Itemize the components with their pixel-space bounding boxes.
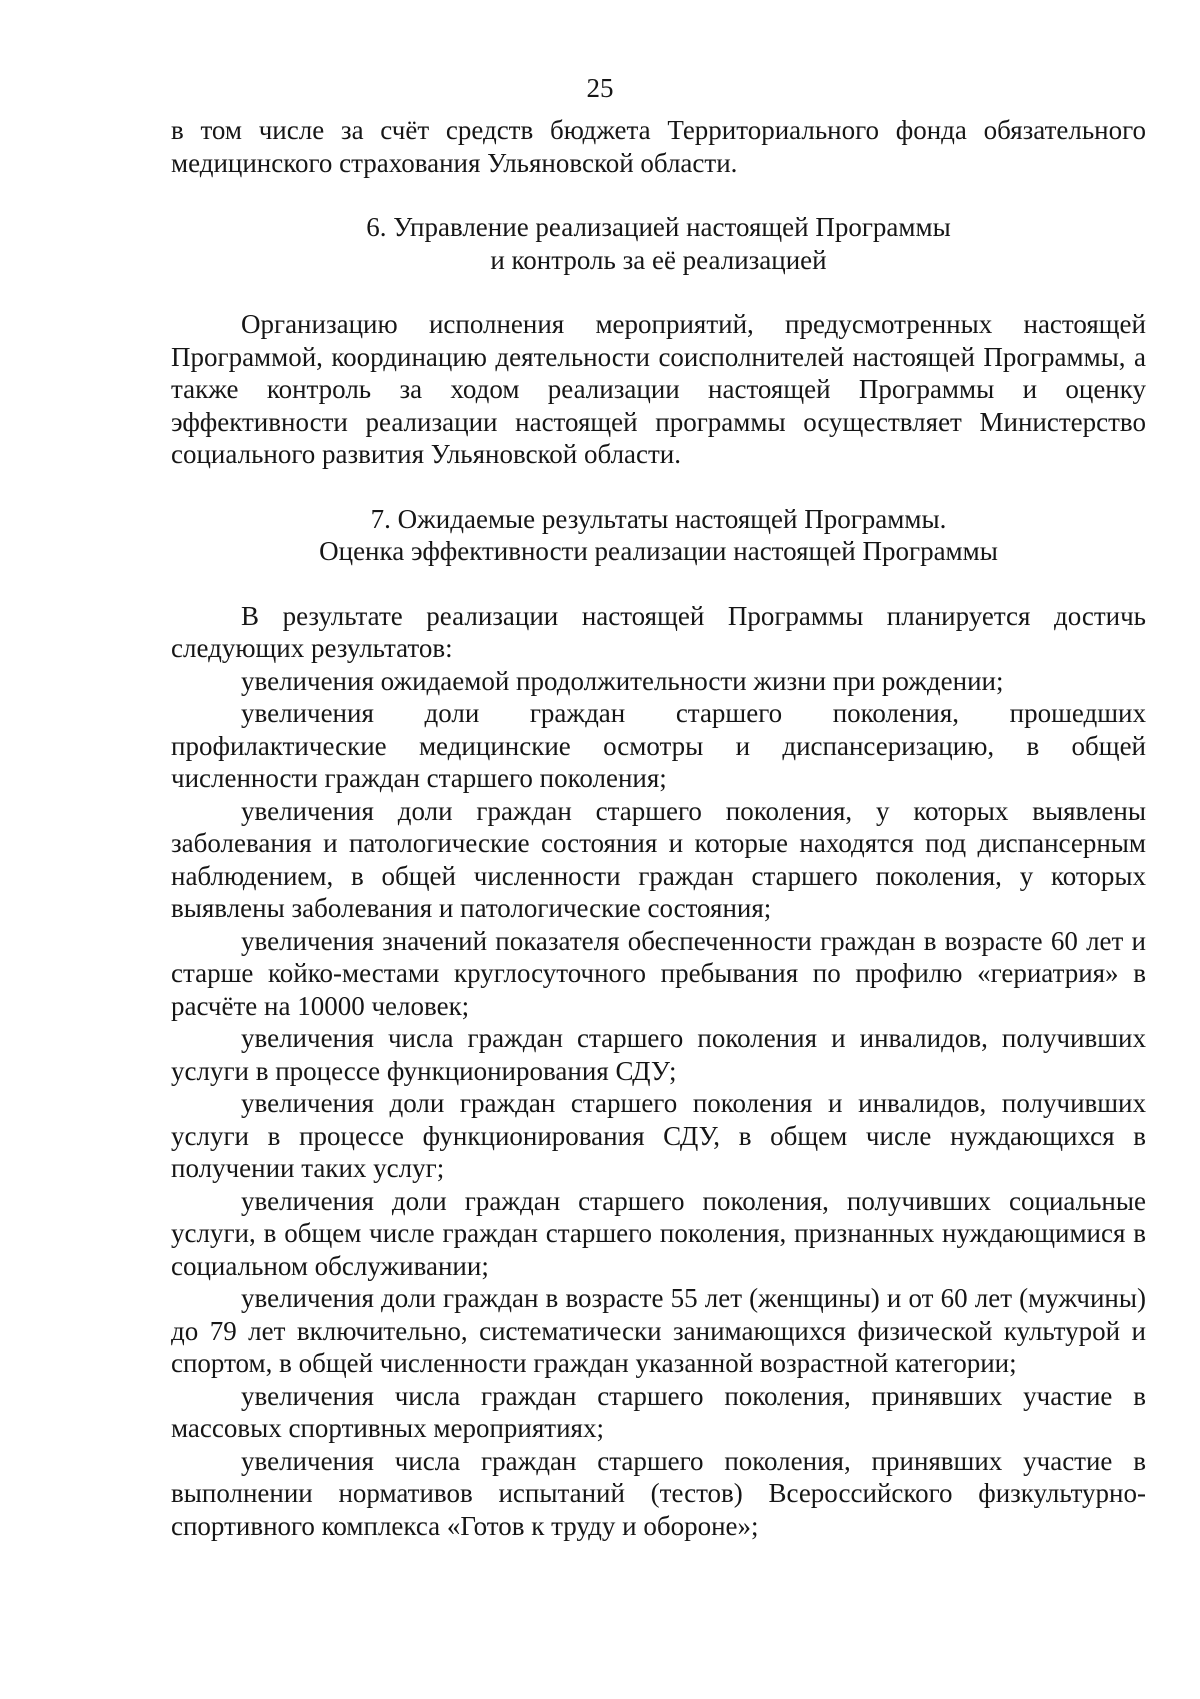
result-item: увеличения доли граждан старшего поколения и инвалидов, получивших услуги в процессе функционирования СДУ, в общем числе нуждающихся в получении таких услуг; bbox=[171, 1088, 1146, 1183]
result-item: увеличения доли граждан старшего поколения, прошедших профилактические медицинские осмотры и диспансеризацию, в общей численности граждан старшего поколения; bbox=[171, 698, 1146, 793]
section-6-heading-line-2: и контроль за её реализацией bbox=[490, 244, 827, 275]
result-item: увеличения значений показателя обеспеченности граждан в возрасте 60 лет и старше койко-местами круглосуточного пребывания по профилю «гериатрия» в расчёте на 10000 человек; bbox=[171, 925, 1146, 1021]
document-body bbox=[171, 114, 1146, 1542]
result-item: увеличения числа граждан старшего поколения, принявших участие в выполнении нормативов испытаний (тестов) Всероссийского физкультурно-спортивного комплекса «Готов к труду и обороне»; bbox=[171, 1445, 1146, 1541]
spacer bbox=[171, 276, 1146, 308]
section-7-heading-line-1: 7. Ожидаемые результаты настоящей Программы. bbox=[370, 503, 947, 534]
section-7-heading bbox=[171, 503, 1146, 568]
result-item: увеличения ожидаемой продолжительности жизни при рождении; bbox=[241, 665, 1004, 696]
section-7-heading-line-2: Оценка эффективности реализации настоящей Программы bbox=[319, 536, 998, 566]
result-item: увеличения доли граждан старшего поколения, у которых выявлены заболевания и патологические состояния и которые находятся под диспансерным наблюдением, в общей численности граждан старшего поколения, у которых выявлены заболевания и патологические состояния; bbox=[171, 795, 1146, 923]
section-6-heading-line-1: 6. Управление реализацией настоящей Программы bbox=[366, 212, 951, 242]
section-7-intro: В результате реализации настоящей Программы планируется достичь следующих результатов: bbox=[171, 600, 1146, 663]
intro-paragraph: в том числе за счёт средств бюджета Территориального фонда обязательного медицинского страхования Ульяновской области. bbox=[171, 115, 1146, 178]
result-item: увеличения числа граждан старшего поколения и инвалидов, получивших услуги в процессе функционирования СДУ; bbox=[171, 1023, 1146, 1086]
spacer bbox=[171, 179, 1146, 211]
results-list bbox=[171, 665, 1146, 1543]
spacer bbox=[171, 568, 1146, 600]
page-number: 25 bbox=[586, 73, 614, 103]
spacer bbox=[171, 471, 1146, 503]
result-item: увеличения доли граждан старшего поколения, получивших социальные услуги, в общем числе граждан старшего поколения, признанных нуждающимися в социальном обслуживании; bbox=[171, 1185, 1146, 1281]
result-item: увеличения доли граждан в возрасте 55 лет (женщины) и от 60 лет (мужчины) до 79 лет включительно, систематически занимающихся физической культурой и спортом, в общей численности граждан указанной возрастной категории; bbox=[171, 1283, 1146, 1378]
section-6-paragraph: Организацию исполнения мероприятий, предусмотренных настоящей Программой, координацию деятельности соисполнителей настоящей Программы, а также контроль за ходом реализации настоящей Программы и оценку эффективности реализации настоящей программы осуществляет Министерство социального развития Ульяновской области. bbox=[171, 309, 1146, 469]
section-6-heading bbox=[171, 211, 1146, 276]
result-item: увеличения числа граждан старшего поколения, принявших участие в массовых спортивных мероприятиях; bbox=[171, 1380, 1146, 1443]
